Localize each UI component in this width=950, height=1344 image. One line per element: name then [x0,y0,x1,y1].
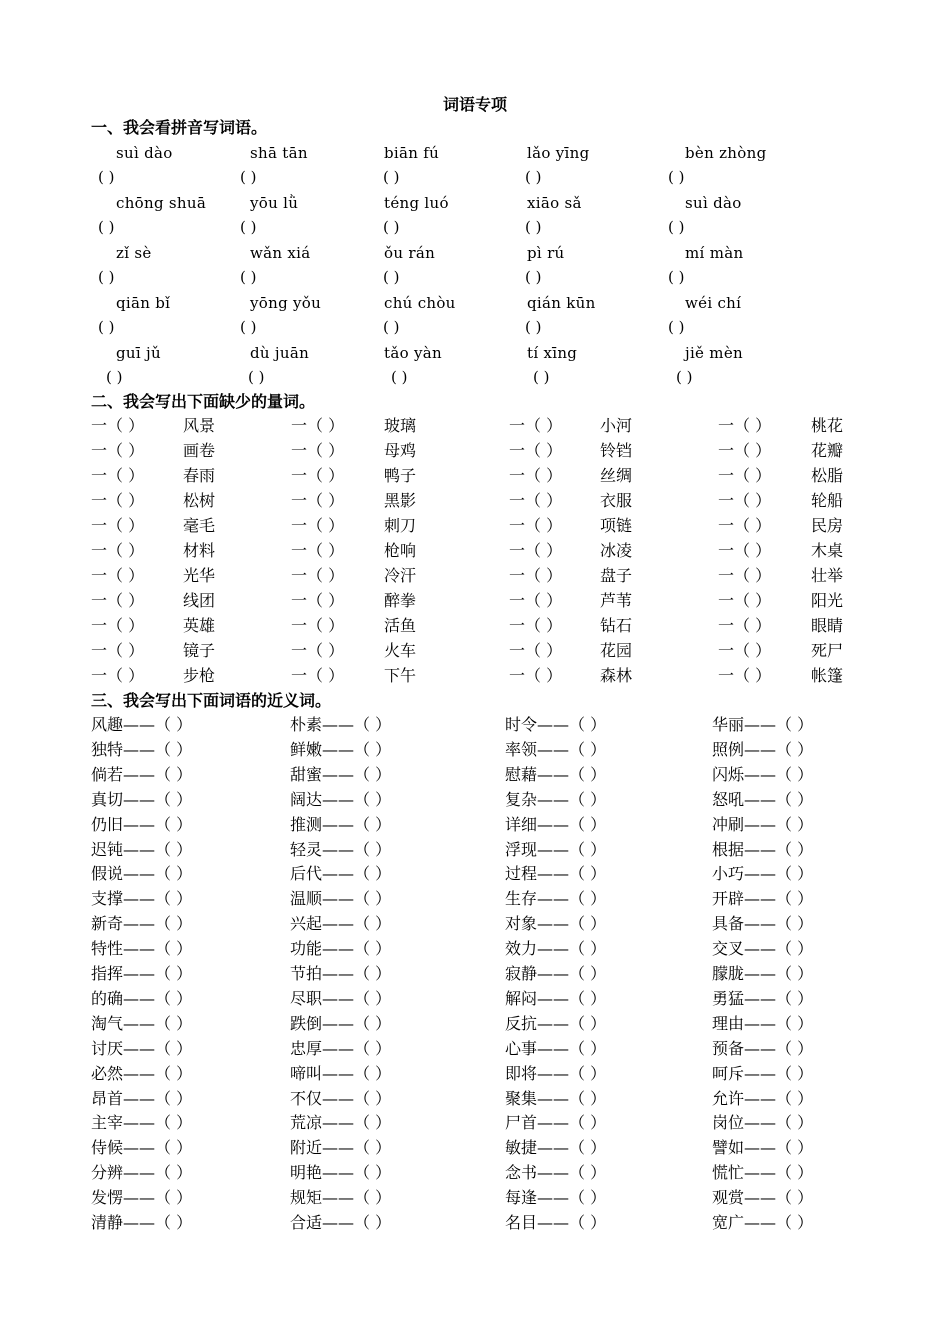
synonym-item: 功能——（ ） [290,939,392,959]
measure-word-blank: 一（ ） [718,566,772,585]
synonym-row [0,1088,950,1110]
synonym-item: 朴素——（ ） [290,715,392,734]
answer-blank: ( ) [668,318,685,336]
answer-blank: ( ) [391,368,408,386]
measure-word-blank: 一（ ） [509,541,563,560]
synonym-item: 支撑——（ ） [91,889,193,909]
synonym-item: 指挥——（ ） [91,964,193,983]
measure-word-row [0,440,950,462]
noun-word: 冰凌 [600,541,633,560]
synonym-item: 阔达——（ ） [290,789,392,809]
measure-word-row [0,615,950,637]
pinyin-row [0,242,950,264]
synonym-item: 清静——（ ） [91,1213,193,1232]
measure-word-blank: 一（ ） [509,466,563,485]
synonym-item: 假说——（ ） [91,864,193,884]
measure-word-blank: 一（ ） [718,591,772,610]
measure-word-row [0,490,950,512]
answer-blank: ( ) [383,168,400,186]
synonym-row [0,963,950,985]
noun-word: 画卷 [183,441,216,460]
noun-word: 帐篷 [811,666,844,685]
pinyin-prompt: téng luó [384,194,449,212]
measure-word-row [0,540,950,562]
synonym-item: 预备——（ ） [712,1038,814,1058]
measure-word-blank: 一（ ） [291,441,345,460]
synonym-item: 交叉——（ ） [712,939,814,959]
answer-blank: ( ) [98,318,115,336]
pinyin-row [0,142,950,164]
synonym-item: 对象——（ ） [505,914,607,934]
answer-blank: ( ) [240,268,257,286]
synonym-item: 昂首——（ ） [91,1088,193,1108]
synonym-item: 明艳——（ ） [290,1163,392,1183]
synonym-row [0,839,950,861]
measure-word-blank: 一（ ） [291,616,345,635]
noun-word: 醉拳 [384,591,417,610]
synonym-row [0,714,950,736]
measure-word-blank: 一（ ） [718,666,772,685]
synonym-item: 怒吼——（ ） [712,789,814,809]
synonym-item: 即将——（ ） [505,1063,607,1083]
measure-word-blank: 一（ ） [509,566,563,585]
measure-word-blank: 一（ ） [509,416,563,435]
synonym-item: 尽职——（ ） [290,988,392,1008]
synonym-item: 节拍——（ ） [290,964,392,983]
pinyin-prompt: yōng yǒu [250,294,322,312]
noun-word: 松树 [183,491,216,510]
measure-word-blank: 一（ ） [91,491,145,510]
measure-word-blank: 一（ ） [291,666,345,685]
pinyin-row [0,292,950,314]
answer-blank: ( ) [98,168,115,186]
pinyin-prompt: chú chòu [384,294,456,312]
synonym-item: 每逢——（ ） [505,1188,607,1208]
answer-blank: ( ) [525,168,542,186]
synonym-item: 侍候——（ ） [91,1138,193,1158]
measure-word-blank: 一（ ） [509,666,563,685]
measure-word-blank: 一（ ） [91,441,145,460]
measure-word-row [0,515,950,537]
synonym-item: 允许——（ ） [712,1088,814,1108]
synonym-item: 观赏——（ ） [712,1188,814,1208]
synonym-row [0,1063,950,1085]
measure-word-blank: 一（ ） [718,416,772,435]
synonym-row [0,1112,950,1134]
noun-word: 木桌 [811,541,844,560]
pinyin-prompt: tǎo yàn [384,344,442,362]
synonym-item: 规矩——（ ） [290,1188,392,1208]
pinyin-prompt: bèn zhòng [685,144,767,162]
answer-blank: ( ) [383,218,400,236]
noun-word: 黑影 [384,491,417,510]
pinyin-prompt: ǒu rán [384,244,436,262]
measure-word-row [0,590,950,612]
synonym-item: 跌倒——（ ） [290,1013,392,1033]
synonym-item: 推测——（ ） [290,814,392,834]
measure-word-row [0,465,950,487]
measure-word-blank: 一（ ） [509,516,563,535]
measure-word-blank: 一（ ） [291,466,345,485]
section1-heading: 一、我会看拼音写词语。 [91,118,268,137]
noun-word: 死尸 [811,641,844,660]
synonym-item: 主宰——（ ） [91,1113,193,1133]
noun-word: 线团 [183,591,216,610]
pinyin-prompt: wéi chí [685,294,742,312]
pinyin-prompt: suì dào [116,144,173,162]
synonym-item: 小巧——（ ） [712,864,814,884]
synonym-item: 照例——（ ） [712,739,814,759]
synonym-item: 仍旧——（ ） [91,814,193,834]
pinyin-prompt: jiě mèn [685,344,743,362]
synonym-item: 呵斥——（ ） [712,1063,814,1083]
measure-word-blank: 一（ ） [291,591,345,610]
measure-word-blank: 一（ ） [718,441,772,460]
noun-word: 阳光 [811,591,844,610]
noun-word: 枪响 [384,541,417,560]
answer-blank: ( ) [98,268,115,286]
synonym-item: 鲜嫩——（ ） [290,739,392,759]
synonym-row [0,1038,950,1060]
answer-blank: ( ) [240,318,257,336]
synonym-item: 迟钝——（ ） [91,839,193,859]
measure-word-blank: 一（ ） [291,516,345,535]
measure-word-blank: 一（ ） [509,591,563,610]
noun-word: 鸭子 [384,466,417,485]
answer-blank-row [0,266,950,288]
noun-word: 盘子 [600,566,633,585]
synonym-item: 华丽——（ ） [712,715,814,734]
pinyin-prompt: xiāo sǎ [527,194,582,212]
measure-word-blank: 一（ ） [91,591,145,610]
noun-word: 壮举 [811,566,844,585]
synonym-item: 忠厚——（ ） [290,1038,392,1058]
synonym-item: 朦胧——（ ） [712,964,814,983]
pinyin-prompt: qián kūn [527,294,596,312]
measure-word-blank: 一（ ） [509,641,563,660]
synonym-item: 复杂——（ ） [505,789,607,809]
measure-word-blank: 一（ ） [718,641,772,660]
measure-word-blank: 一（ ） [718,616,772,635]
noun-word: 民房 [811,516,844,535]
synonym-item: 发愣——（ ） [91,1188,193,1208]
synonym-item: 合适——（ ） [290,1213,392,1232]
answer-blank: ( ) [525,268,542,286]
measure-word-row [0,640,950,662]
synonym-item: 温顺——（ ） [290,889,392,909]
synonym-item: 慰藉——（ ） [505,764,607,784]
measure-word-blank: 一（ ） [718,491,772,510]
synonym-row [0,988,950,1010]
synonym-item: 浮现——（ ） [505,839,607,859]
measure-word-blank: 一（ ） [291,566,345,585]
synonym-item: 岗位——（ ） [712,1113,814,1133]
synonym-item: 淘气——（ ） [91,1013,193,1033]
measure-word-blank: 一（ ） [509,616,563,635]
synonym-row [0,938,950,960]
synonym-item: 详细——（ ） [505,814,607,834]
noun-word: 镜子 [183,641,216,660]
noun-word: 项链 [600,516,633,535]
synonym-item: 后代——（ ） [290,864,392,884]
noun-word: 火车 [384,641,417,660]
answer-blank: ( ) [676,368,693,386]
synonym-item: 聚集——（ ） [505,1088,607,1108]
noun-word: 冷汗 [384,566,417,585]
measure-word-blank: 一（ ） [509,441,563,460]
answer-blank: ( ) [98,218,115,236]
synonym-item: 讨厌——（ ） [91,1038,193,1058]
section2-heading: 二、我会写出下面缺少的量词。 [91,392,316,411]
noun-word: 衣服 [600,491,633,510]
measure-word-blank: 一（ ） [91,541,145,560]
synonym-row [0,789,950,811]
noun-word: 小河 [600,416,633,435]
pinyin-prompt: shā tān [250,144,308,162]
noun-word: 花瓣 [811,441,844,460]
synonym-item: 宽广——（ ） [712,1213,814,1232]
noun-word: 毫毛 [183,516,216,535]
synonym-item: 根据——（ ） [712,839,814,859]
pinyin-prompt: pì rú [527,244,565,262]
noun-word: 花园 [600,641,633,660]
pinyin-prompt: yōu lǜ [250,194,299,212]
synonym-item: 必然——（ ） [91,1063,193,1083]
answer-blank: ( ) [240,218,257,236]
synonym-row [0,1187,950,1209]
answer-blank-row [0,216,950,238]
noun-word: 森林 [600,666,633,685]
measure-word-blank: 一（ ） [91,666,145,685]
synonym-item: 独特——（ ） [91,739,193,759]
synonym-item: 闪烁——（ ） [712,764,814,784]
synonym-item: 不仅——（ ） [290,1088,392,1108]
synonym-item: 开辟——（ ） [712,889,814,909]
noun-word: 材料 [183,541,216,560]
answer-blank: ( ) [525,318,542,336]
noun-word: 芦苇 [600,591,633,610]
noun-word: 钻石 [600,616,633,635]
noun-word: 松脂 [811,466,844,485]
answer-blank: ( ) [383,318,400,336]
answer-blank: ( ) [668,268,685,286]
pinyin-prompt: qiān bǐ [116,294,171,312]
noun-word: 丝绸 [600,466,633,485]
noun-word: 活鱼 [384,616,417,635]
answer-blank-row [0,166,950,188]
pinyin-prompt: tí xīng [527,344,578,362]
pinyin-prompt: biān fú [384,144,440,162]
synonym-item: 过程——（ ） [505,864,607,884]
noun-word: 步枪 [183,666,216,685]
measure-word-blank: 一（ ） [91,416,145,435]
synonym-item: 尸首——（ ） [505,1113,607,1133]
synonym-item: 心事——（ ） [505,1038,607,1058]
noun-word: 春雨 [183,466,216,485]
pinyin-prompt: wǎn xiá [250,244,311,262]
synonym-item: 名目——（ ） [505,1213,607,1232]
measure-word-blank: 一（ ） [291,641,345,660]
synonym-item: 譬如——（ ） [712,1138,814,1158]
pinyin-prompt: mí màn [685,244,744,262]
synonym-item: 时令——（ ） [505,715,607,734]
noun-word: 下午 [384,666,417,685]
answer-blank-row [0,366,950,388]
measure-word-row [0,665,950,687]
synonym-item: 理由——（ ） [712,1013,814,1033]
pinyin-row [0,192,950,214]
measure-word-blank: 一（ ） [291,541,345,560]
noun-word: 光华 [183,566,216,585]
synonym-item: 新奇——（ ） [91,914,193,934]
answer-blank: ( ) [106,368,123,386]
synonym-item: 的确——（ ） [91,988,193,1008]
synonym-item: 念书——（ ） [505,1163,607,1183]
synonym-item: 率领——（ ） [505,739,607,759]
measure-word-blank: 一（ ） [91,616,145,635]
measure-word-blank: 一（ ） [718,541,772,560]
synonym-row [0,863,950,885]
synonym-item: 荒凉——（ ） [290,1113,392,1133]
synonym-item: 真切——（ ） [91,789,193,809]
synonym-item: 倘若——（ ） [91,764,193,784]
measure-word-blank: 一（ ） [718,516,772,535]
synonym-item: 敏捷——（ ） [505,1138,607,1158]
synonym-item: 寂静——（ ） [505,964,607,983]
synonym-row [0,888,950,910]
synonym-item: 反抗——（ ） [505,1013,607,1033]
synonym-item: 效力——（ ） [505,939,607,959]
measure-word-blank: 一（ ） [509,491,563,510]
noun-word: 风景 [183,416,216,435]
pinyin-prompt: guī jǔ [116,344,161,362]
answer-blank: ( ) [240,168,257,186]
synonym-item: 生存——（ ） [505,889,607,909]
synonym-row [0,1137,950,1159]
answer-blank: ( ) [533,368,550,386]
synonym-item: 风趣——（ ） [91,715,193,734]
noun-word: 玻璃 [384,416,417,435]
measure-word-blank: 一（ ） [91,566,145,585]
measure-word-blank: 一（ ） [291,491,345,510]
synonym-item: 轻灵——（ ） [290,839,392,859]
synonym-item: 附近——（ ） [290,1138,392,1158]
synonym-row [0,739,950,761]
synonym-item: 冲刷——（ ） [712,814,814,834]
measure-word-row [0,565,950,587]
section3-heading: 三、我会写出下面词语的近义词。 [91,691,332,710]
noun-word: 英雄 [183,616,216,635]
pinyin-prompt: dù juān [250,344,310,362]
pinyin-prompt: suì dào [685,194,742,212]
measure-word-blank: 一（ ） [718,466,772,485]
noun-word: 桃花 [811,416,844,435]
answer-blank: ( ) [668,218,685,236]
pinyin-prompt: zǐ sè [116,244,152,262]
synonym-item: 具备——（ ） [712,914,814,934]
measure-word-row [0,415,950,437]
noun-word: 母鸡 [384,441,417,460]
synonym-item: 慌忙——（ ） [712,1163,814,1183]
synonym-item: 兴起——（ ） [290,914,392,934]
measure-word-blank: 一（ ） [91,516,145,535]
synonym-row [0,1212,950,1234]
noun-word: 铃铛 [600,441,633,460]
noun-word: 眼睛 [811,616,844,635]
noun-word: 轮船 [811,491,844,510]
synonym-row [0,1013,950,1035]
synonym-item: 分辨——（ ） [91,1163,193,1183]
noun-word: 刺刀 [384,516,417,535]
pinyin-prompt: lǎo yīng [527,144,590,162]
pinyin-row [0,342,950,364]
synonym-item: 啼叫——（ ） [290,1063,392,1083]
synonym-item: 解闷——（ ） [505,988,607,1008]
synonym-item: 勇猛——（ ） [712,988,814,1008]
pinyin-prompt: chōng shuā [116,194,207,212]
answer-blank-row [0,316,950,338]
measure-word-blank: 一（ ） [91,466,145,485]
synonym-row [0,913,950,935]
answer-blank: ( ) [525,218,542,236]
page-title: 词语专项 [442,95,507,114]
answer-blank: ( ) [383,268,400,286]
synonym-row [0,764,950,786]
synonym-row [0,814,950,836]
synonym-row [0,1162,950,1184]
synonym-item: 特性——（ ） [91,939,193,959]
answer-blank: ( ) [668,168,685,186]
synonym-item: 甜蜜——（ ） [290,764,392,784]
measure-word-blank: 一（ ） [291,416,345,435]
answer-blank: ( ) [248,368,265,386]
measure-word-blank: 一（ ） [91,641,145,660]
